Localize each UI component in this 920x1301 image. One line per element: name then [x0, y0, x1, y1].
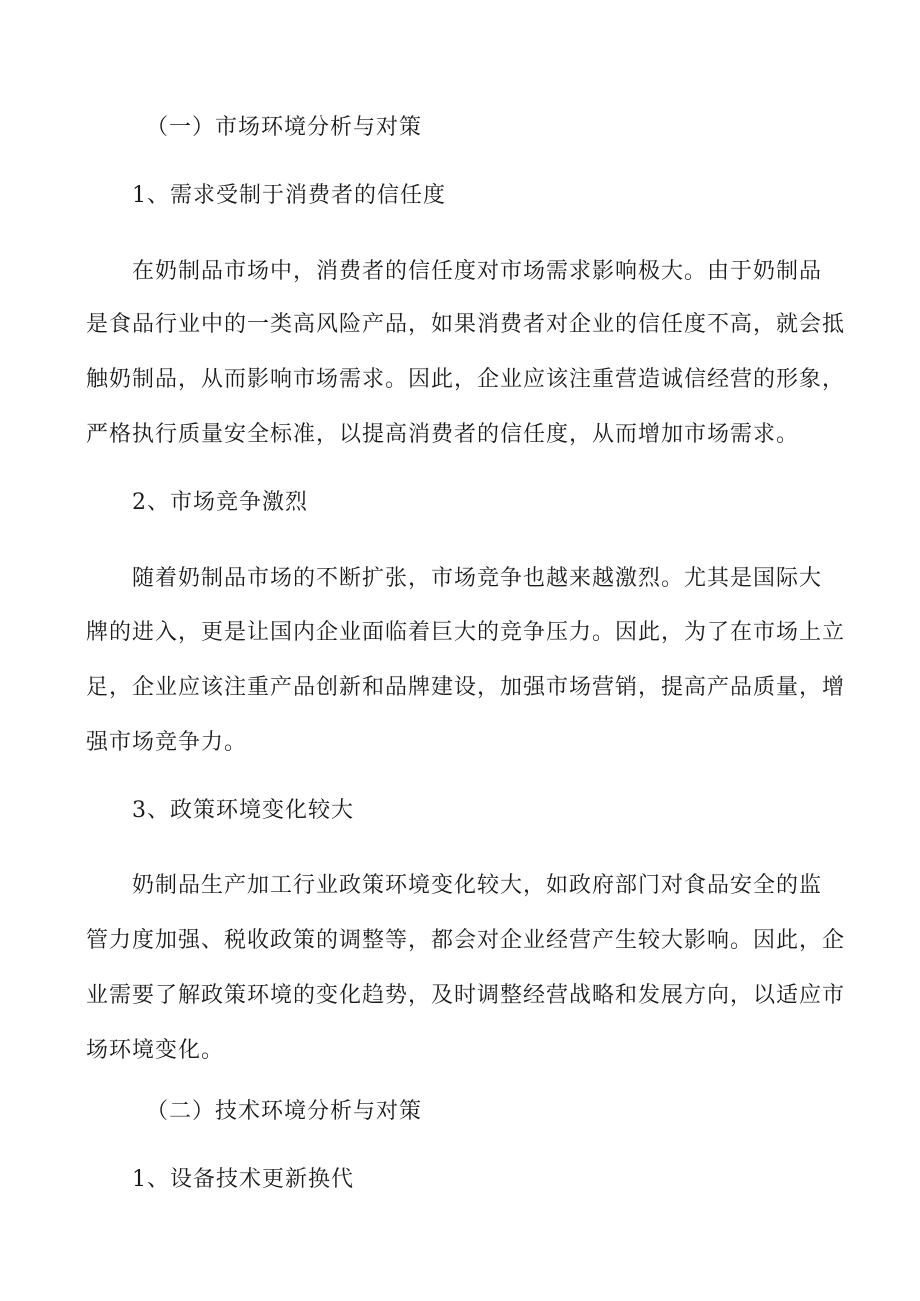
paragraph-line: 奶制品生产加工行业政策环境变化较大，如政府部门对食品安全的监	[132, 873, 823, 898]
paragraph-line: 业需要了解政策环境的变化趋势，及时调整经营战略和发展方向，以适应市	[86, 983, 846, 1008]
paragraph-line: 牌的进入，更是让国内企业面临着巨大的竞争压力。因此，为了在市场上立	[86, 620, 846, 645]
paragraph-line: 足，企业应该注重产品创新和品牌建设，加强市场营销，提高产品质量，增	[86, 675, 846, 700]
item-heading-policy: 3、政策环境变化较大	[132, 798, 354, 823]
paragraph-line: 触奶制品，从而影响市场需求。因此，企业应该注重营造诚信经营的形象，	[86, 367, 846, 392]
section-title-market: （一）市场环境分析与对策	[146, 115, 423, 140]
item-heading-competition: 2、市场竞争激烈	[132, 490, 308, 515]
item-heading-equipment: 1、设备技术更新换代	[132, 1167, 354, 1192]
item-heading-trust: 1、需求受制于消费者的信任度	[132, 183, 446, 208]
section-title-technology: （二）技术环境分析与对策	[146, 1099, 423, 1124]
paragraph-line: 随着奶制品市场的不断扩张，市场竞争也越来越激烈。尤其是国际大	[132, 566, 823, 591]
paragraph-line: 强市场竞争力。	[86, 730, 248, 755]
paragraph-line: 场环境变化。	[86, 1038, 225, 1063]
paragraph-line: 严格执行质量安全标准，以提高消费者的信任度，从而增加市场需求。	[86, 422, 800, 447]
paragraph-line: 在奶制品市场中，消费者的信任度对市场需求影响极大。由于奶制品	[132, 259, 823, 284]
paragraph-line: 是食品行业中的一类高风险产品，如果消费者对企业的信任度不高，就会抵	[86, 312, 846, 337]
paragraph-line: 管力度加强、税收政策的调整等，都会对企业经营产生较大影响。因此，企	[86, 928, 846, 953]
